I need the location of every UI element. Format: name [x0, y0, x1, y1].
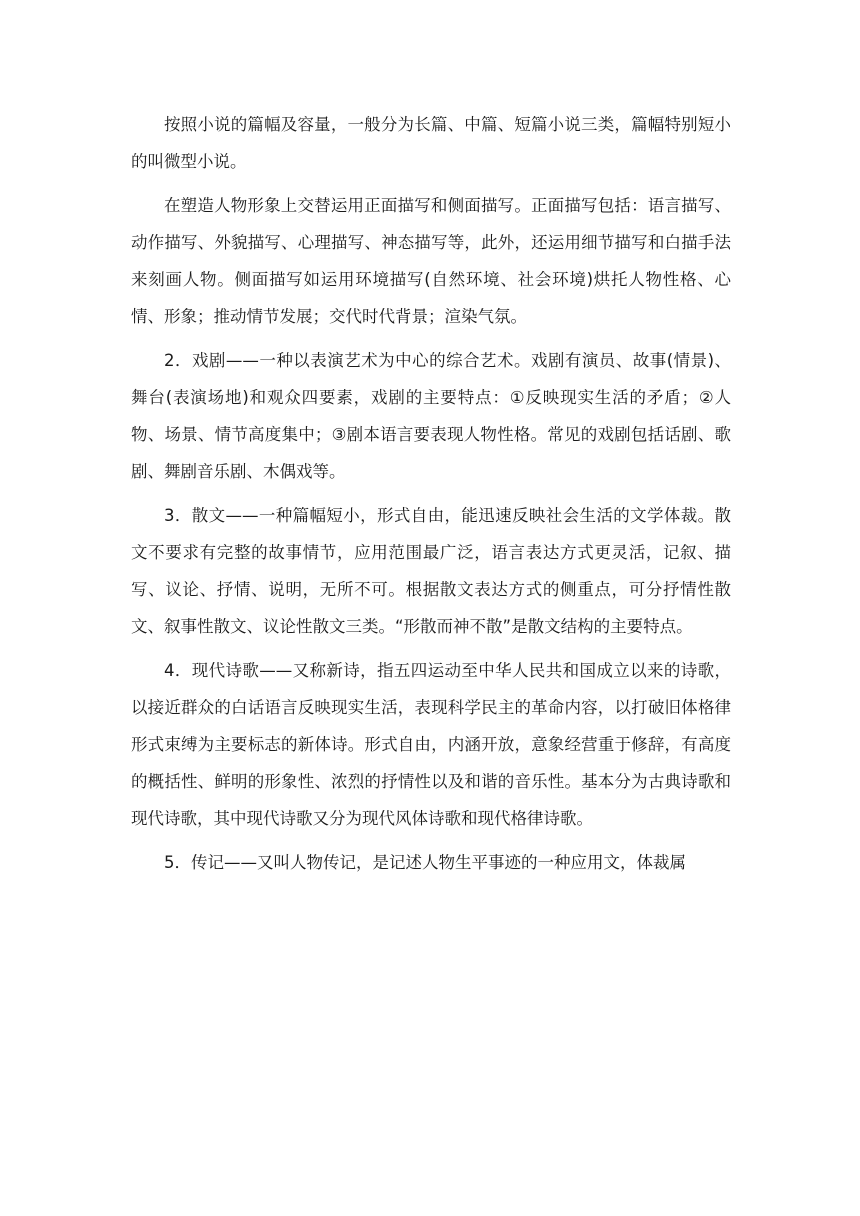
paragraph-biography: 5．传记——又叫人物传记，是记述人物生平事迹的一种应用文，体裁属	[164, 853, 686, 872]
paragraph-prose: 3．散文——一种篇幅短小，形式自由，能迅速反映社会生活的文学体裁。散文不要求有完整的故事情节，应用范围最广泛，语言表达方式更灵活，记叙、描写、议论、抒情、说明，无所不可。根据散文表达方式的侧重点，可分抒情性散文、叙事性散文、议论性散文三类。“形散而神不散”是散文结构的主要特点。	[131, 506, 731, 636]
paragraph-modern-poetry: 4．现代诗歌——又称新诗，指五四运动至中华人民共和国成立以来的诗歌，以接近群众的白话语言反映现实生活，表现科学民主的革命内容，以打破旧体格律形式束缚为主要标志的新体诗。形式自由，内涵开放，意象经营重于修辞，有高度的概括性、鲜明的形象性、浓烈的抒情性以及和谐的音乐性。基本分为古典诗歌和现代诗歌，其中现代诗歌又分为现代风体诗歌和现代格律诗歌。	[131, 661, 731, 828]
paragraph-drama: 2．戏剧——一种以表演艺术为中心的综合艺术。戏剧有演员、故事(情景)、舞台(表演场地)和观众四要素，戏剧的主要特点：①反映现实生活的矛盾；②人物、场景、情节高度集中；③剧本语言要表现人物性格。常见的戏剧包括话剧、歌剧、舞剧音乐剧、木偶戏等。	[131, 351, 731, 481]
paragraph-character-description: 在塑造人物形象上交替运用正面描写和侧面描写。正面描写包括：语言描写、动作描写、外貌描写、心理描写、神态描写等，此外，还运用细节描写和白描手法来刻画人物。侧面描写如运用环境描写(自然环境、社会环境)烘托人物性格、心情、形象；推动情节发展；交代时代背景；渲染气氛。	[131, 196, 731, 326]
paragraph-novel-length: 按照小说的篇幅及容量，一般分为长篇、中篇、短篇小说三类，篇幅特别短小的叫微型小说。	[131, 115, 731, 171]
document-body	[131, 106, 731, 881]
